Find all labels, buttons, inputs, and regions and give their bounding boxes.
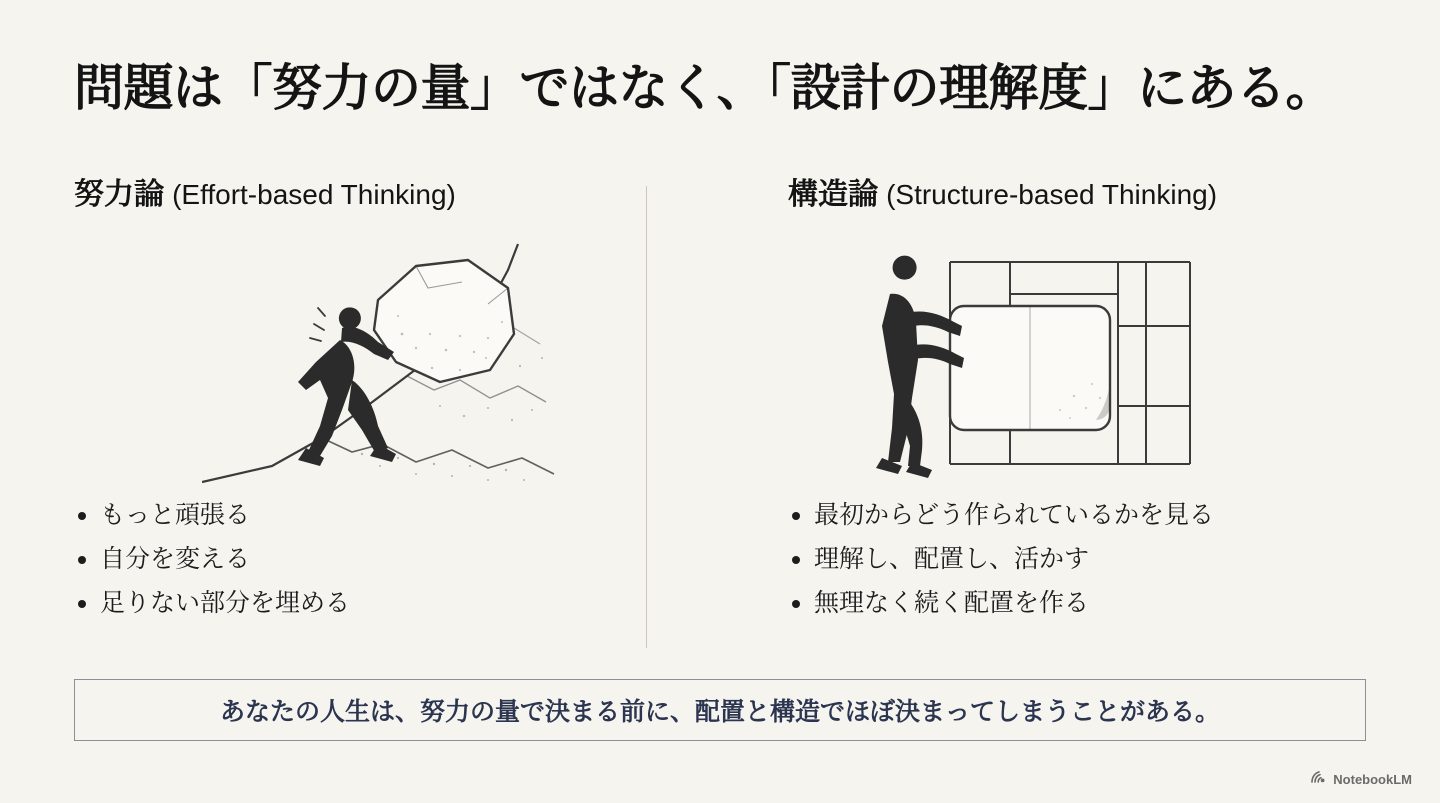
comparison-columns	[74, 176, 1366, 656]
illustration-effort	[74, 228, 672, 503]
list-item: 自分を変える	[74, 547, 672, 572]
list-item: 足りない部分を埋める	[74, 591, 672, 616]
notebooklm-logo-icon	[1310, 770, 1327, 789]
brand-name: NotebookLM	[1333, 772, 1412, 787]
bullet-list-structure	[788, 500, 1366, 617]
column-structure	[720, 176, 1366, 656]
footer-brand	[1310, 770, 1412, 789]
illustration-structure	[788, 228, 1366, 503]
bullet-list-effort	[74, 500, 672, 617]
callout-text: あなたの人生は、努力の量で決まる前に、配置と構造でほぼ決まってしまうことがある。	[219, 698, 1220, 726]
column-structure-heading	[788, 176, 1366, 214]
page-title: 問題は「努力の量」ではなく、「設計の理解度」にある。	[74, 60, 1335, 116]
column-effort-heading-en: (Effort-based Thinking)	[172, 179, 456, 210]
column-effort-heading-jp: 努力論	[74, 178, 164, 211]
column-structure-heading-en: (Structure-based Thinking)	[886, 179, 1218, 210]
list-item: 最初からどう作られているかを見る	[788, 503, 1366, 528]
callout-box	[74, 679, 1366, 741]
list-item: 理解し、配置し、活かす	[788, 547, 1366, 572]
structure-builder-illustration	[860, 230, 1280, 490]
boulder-pusher-illustration	[202, 230, 562, 490]
list-item: もっと頑張る	[74, 503, 672, 528]
column-structure-heading-jp: 構造論	[788, 178, 878, 211]
column-effort	[74, 176, 720, 656]
column-effort-heading	[74, 176, 672, 214]
list-item: 無理なく続く配置を作る	[788, 591, 1366, 616]
